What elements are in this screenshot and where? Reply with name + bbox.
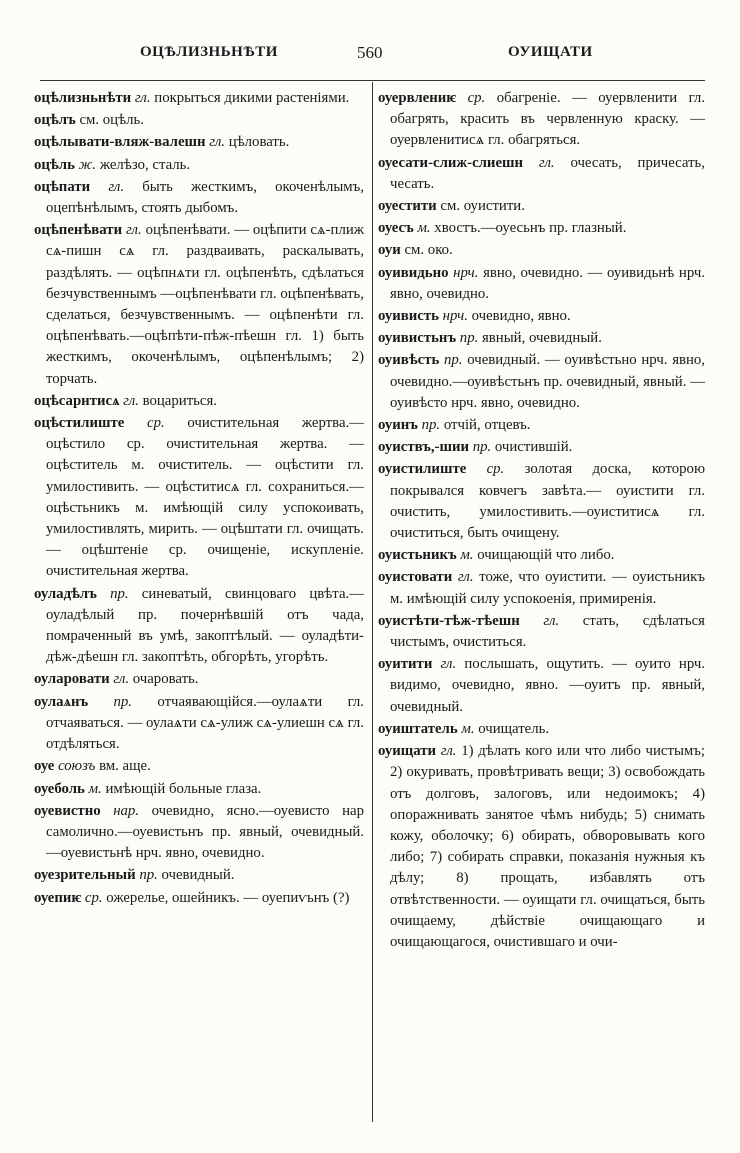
entry-grammar: гл. <box>457 569 474 586</box>
entry-grammar: гл. <box>440 656 457 673</box>
dictionary-entry <box>378 263 705 305</box>
dictionary-entry <box>378 328 705 349</box>
column-divider <box>372 82 373 1122</box>
entry-grammar: гл. <box>113 671 130 688</box>
entry-grammar: пр. <box>444 352 463 369</box>
entry-definition: хвостъ.—оуесьнъ пр. глазный. <box>434 220 627 237</box>
entry-grammar: ср. <box>84 889 103 906</box>
entry-headword: оуесъ <box>378 220 414 237</box>
entry-grammar: ж. <box>78 156 97 173</box>
entry-definition: быть жесткимъ, окоченѣлымъ, оцепѣнѣлымъ, стоять дыбомъ. <box>46 178 364 217</box>
entry-definition: обагреніе. — оуервленити гл. обагрять, красить въ червленную краску. — оуервленитисѧ гл. обагряться. <box>390 90 706 149</box>
entry-grammar: гл. <box>125 222 142 239</box>
entry-definition: вм. аще. <box>99 758 151 775</box>
entry-definition: послышать, ощутить. — оуито нрч. видимо, очевидно, явно. —оуитъ пр. явный, очевидный. <box>390 656 705 715</box>
page-header <box>0 44 740 74</box>
dictionary-entry <box>34 132 364 153</box>
dictionary-entry <box>34 391 364 412</box>
header-right-guide-word: ОУИЩАТИ <box>508 44 593 60</box>
entry-headword: оцѣпенѣвати <box>34 222 123 239</box>
dictionary-entry <box>34 692 364 756</box>
entry-grammar: гл. <box>440 743 457 760</box>
entry-headword: оуезрительный <box>34 867 136 884</box>
entry-headword: оуларовати <box>34 671 110 688</box>
dictionary-entry <box>34 220 364 390</box>
entry-headword: оуевистно <box>34 802 101 819</box>
entry-grammar: м. <box>417 220 431 237</box>
entry-grammar: гл. <box>134 90 151 106</box>
entry-definition: очесать, причесать, чесать. <box>390 154 706 192</box>
entry-definition: очищатель. <box>478 720 550 737</box>
entry-definition: см. оуистити. <box>440 198 525 215</box>
dictionary-entry <box>34 801 364 865</box>
entry-headword: оуесати-слиж-слиешн <box>378 154 524 171</box>
entry-grammar: гл. <box>538 154 555 171</box>
entry-headword: оцѣль <box>34 156 75 173</box>
entry-definition: покрыться дикими растеніями. <box>154 90 350 106</box>
dictionary-entry <box>378 459 705 544</box>
entry-headword: оуиштатель <box>378 720 458 737</box>
dictionary-entry <box>378 306 705 327</box>
entry-grammar: союзъ <box>58 758 96 775</box>
entry-headword: оуистьникъ <box>378 547 457 564</box>
entry-headword: оцѣпати <box>34 178 91 195</box>
entry-grammar: ср. <box>486 461 505 478</box>
entry-definition: отчій, отцевъ. <box>443 417 531 434</box>
entry-headword: оуитити <box>378 656 433 673</box>
entry-headword: оуивистьнъ <box>378 330 457 347</box>
entry-grammar: пр. <box>113 693 132 710</box>
dictionary-entry <box>34 888 364 909</box>
dictionary-entry <box>34 413 364 583</box>
dictionary-entry <box>378 196 705 217</box>
entry-definition: см. око. <box>404 242 453 259</box>
dictionary-entry <box>378 88 705 152</box>
entry-headword: оуе <box>34 758 55 775</box>
entry-headword: оулаѧнъ <box>34 693 89 710</box>
entry-definition: очаровать. <box>132 671 199 688</box>
header-rule <box>40 80 705 81</box>
entry-headword: оуистовати <box>378 569 453 586</box>
entry-definition: очистительная жертва.—оцѣстило ср. очистительная жертва. — оцѣститель м. очиститель. — оцѣстити гл. умилостивить. — оцѣститисѧ гл. сохраниться.—оцѣстьникъ м. имѣющій силу успокоивать, умилостивлять, мирить. — оцѣштати гл. очищать.— оцѣштеніе ср. очищеніе, искупленіе. очистительная жертва. <box>46 415 365 580</box>
entry-definition: имѣющій больные глаза. <box>105 780 262 797</box>
entry-grammar: ср. <box>147 415 165 432</box>
dictionary-entry <box>34 110 364 131</box>
dictionary-entry <box>34 584 364 669</box>
entry-definition: 1) дѣлать кого или что либо чистымъ; 2) окуривать, провѣтривать вещи; 3) освобождать отъ долговъ, залоговъ, или недоимокъ; 4) опоражнивать занятое чѣмъ нибудь; 5) снимать кожу, оболочку; 6) обирать, обворовывать кого либо; 7) собирать справки, показанія нужныя къ дѣлу; 8) прощать, избавлять отъ отвѣтственности. — оуищати гл. очищаться, быть очищаему, дѣйствіе очищающаго и очищающагося, очистившаго и очи- <box>390 743 706 950</box>
entry-grammar: пр. <box>459 330 479 347</box>
left-column <box>34 88 364 910</box>
entry-headword: оуинъ <box>378 417 418 434</box>
entry-headword: оуищати <box>378 743 437 760</box>
entry-headword: оцѣсарнтисѧ <box>34 392 120 409</box>
dictionary-entry <box>378 415 705 436</box>
entry-definition: очевидный. <box>161 867 235 884</box>
entry-definition: очевидный. — оуивѣстьно нрч. явно, очевидно.—оуивѣстьнъ пр. очевидный, явный. — оуивѣсто нрч. явно, очевидно. <box>390 352 705 411</box>
entry-definition: стать, сдѣлаться чистымъ, очиститься. <box>390 612 705 651</box>
dictionary-entry <box>378 437 705 458</box>
dictionary-entry <box>378 719 705 740</box>
entry-definition: цѣловать. <box>228 134 290 151</box>
dictionary-entry <box>378 567 705 609</box>
dictionary-entry <box>34 779 364 800</box>
page-number: 560 <box>357 43 383 62</box>
entry-definition: очистившій. <box>494 439 573 456</box>
header-left-guide-word: ОЦѢЛИЗНЬНѢТИ <box>140 44 278 60</box>
dictionary-entry <box>34 865 364 886</box>
dictionary-entry <box>378 545 705 566</box>
entry-definition: явно, очевидно. — оуивидьнѣ нрч. явно, очевидно. <box>390 264 705 302</box>
dictionary-entry <box>34 88 364 109</box>
entry-headword: оуладѣлъ <box>34 585 97 602</box>
entry-definition: очевидно, ясно.—оуевисто нар самолично.—оуевистьнъ пр. явный, очевидный.—оуевистьнѣ нрч. явно, очевидно. <box>46 802 364 862</box>
entry-headword: оуистѣти-тѣж-тѣешн <box>378 612 520 629</box>
dictionary-entry <box>34 756 364 777</box>
entry-headword: оуивисть <box>378 308 439 325</box>
dictionary-entry <box>378 611 705 653</box>
entry-grammar: м. <box>461 720 475 737</box>
dictionary-entry <box>378 240 705 261</box>
entry-grammar: пр. <box>421 417 441 434</box>
entry-grammar: м. <box>88 780 102 797</box>
dictionary-entry <box>34 155 364 176</box>
entry-grammar: пр. <box>139 867 158 884</box>
entry-headword: оуивѣсть <box>378 352 440 369</box>
entry-definition: тоже, что оуистити. — оуистьникъ м. имѣющій силу успокоенія, примиренія. <box>390 569 705 607</box>
entry-definition: очевидно, явно. <box>471 308 571 325</box>
entry-headword: оцѣлъ <box>34 112 76 129</box>
entry-headword: оуистилиште <box>378 461 467 478</box>
entry-headword: оцѣстилиште <box>34 415 125 432</box>
entry-definition: отчаявающійся.—оулаѧти гл. отчаяваться. — оулаѧти сѧ-улиж сѧ-улиешн сѧ гл. отдѣляться. <box>46 693 364 753</box>
entry-definition: желѣзо, сталь. <box>99 156 191 173</box>
entry-definition: очищающій что либо. <box>477 547 615 564</box>
entry-headword: оуивидьно <box>378 264 449 281</box>
entry-headword: оцѣлывати-вляж-валешн <box>34 134 206 151</box>
entry-grammar: гл. <box>543 612 560 629</box>
entry-definition: оцѣпенѣвати. — оцѣпити сѧ-плиж сѧ-пишн сѧ гл. раздваивать, раскалывать, раздѣлять. — оцѣпнѧти гл. оцѣпенѣть, сдѣлаться безчувственнымъ —оцѣпенѣвати гл. оцѣпенѣвать, сделаться, безчувственнымъ. — оцѣпенѣти гл. оцѣпенѣвать.—оцѣпѣти-пѣж-пѣешн гл. 1) быть жесткимъ, окоченѣлымъ, оцѣпенѣлымъ; 2) торчать. <box>46 222 364 387</box>
entry-grammar: ср. <box>467 90 486 106</box>
entry-headword: оуеболь <box>34 780 85 797</box>
entry-grammar: нрч. <box>453 264 479 281</box>
dictionary-entry <box>378 350 705 414</box>
entry-headword: оуервлениѥ <box>378 90 457 106</box>
entry-headword: оуепиѥ <box>34 889 82 906</box>
entry-definition: золотая доска, которою покрывался ковчегъ завѣта.— оуистити гл. очистить, умилостивить.—оуиститисѧ гл. очиститься, быть очищену. <box>390 461 706 542</box>
entry-definition: явный, очевидный. <box>482 330 602 347</box>
entry-headword: оцѣлизньнѣти <box>34 90 132 106</box>
entry-grammar: пр. <box>110 585 129 602</box>
dictionary-entry <box>378 153 705 195</box>
entry-grammar: гл. <box>123 392 139 409</box>
entry-grammar: м. <box>460 547 474 564</box>
dictionary-entry <box>378 654 705 718</box>
right-column <box>378 88 705 954</box>
entry-headword: оуи <box>378 242 401 259</box>
entry-definition: воцариться. <box>142 392 217 409</box>
entry-grammar: пр. <box>472 439 492 456</box>
entry-headword: оуиствъ,-шии <box>378 439 470 456</box>
entry-definition: см. оцѣль. <box>79 112 144 129</box>
entry-definition: ожерелье, ошейникъ. — оуепиѵьнъ (?) <box>106 889 350 906</box>
entry-grammar: нар. <box>113 802 140 819</box>
entry-grammar: гл. <box>209 134 225 151</box>
dictionary-entry <box>34 177 364 219</box>
dictionary-entry <box>378 741 705 953</box>
entry-definition: синеватый, свинцоваго цвѣта.—оуладѣлый пр. почернѣвшій отъ чада, помраченный въ умѣ, закоптѣлый. — оуладѣти-дѣж-дѣешн гл. закоптѣть, обгорѣть, угорѣть. <box>46 585 365 666</box>
entry-headword: оуестити <box>378 198 437 215</box>
entry-grammar: гл. <box>108 178 125 195</box>
entry-grammar: нрч. <box>442 308 468 325</box>
dictionary-entry <box>378 218 705 239</box>
dictionary-entry <box>34 669 364 690</box>
